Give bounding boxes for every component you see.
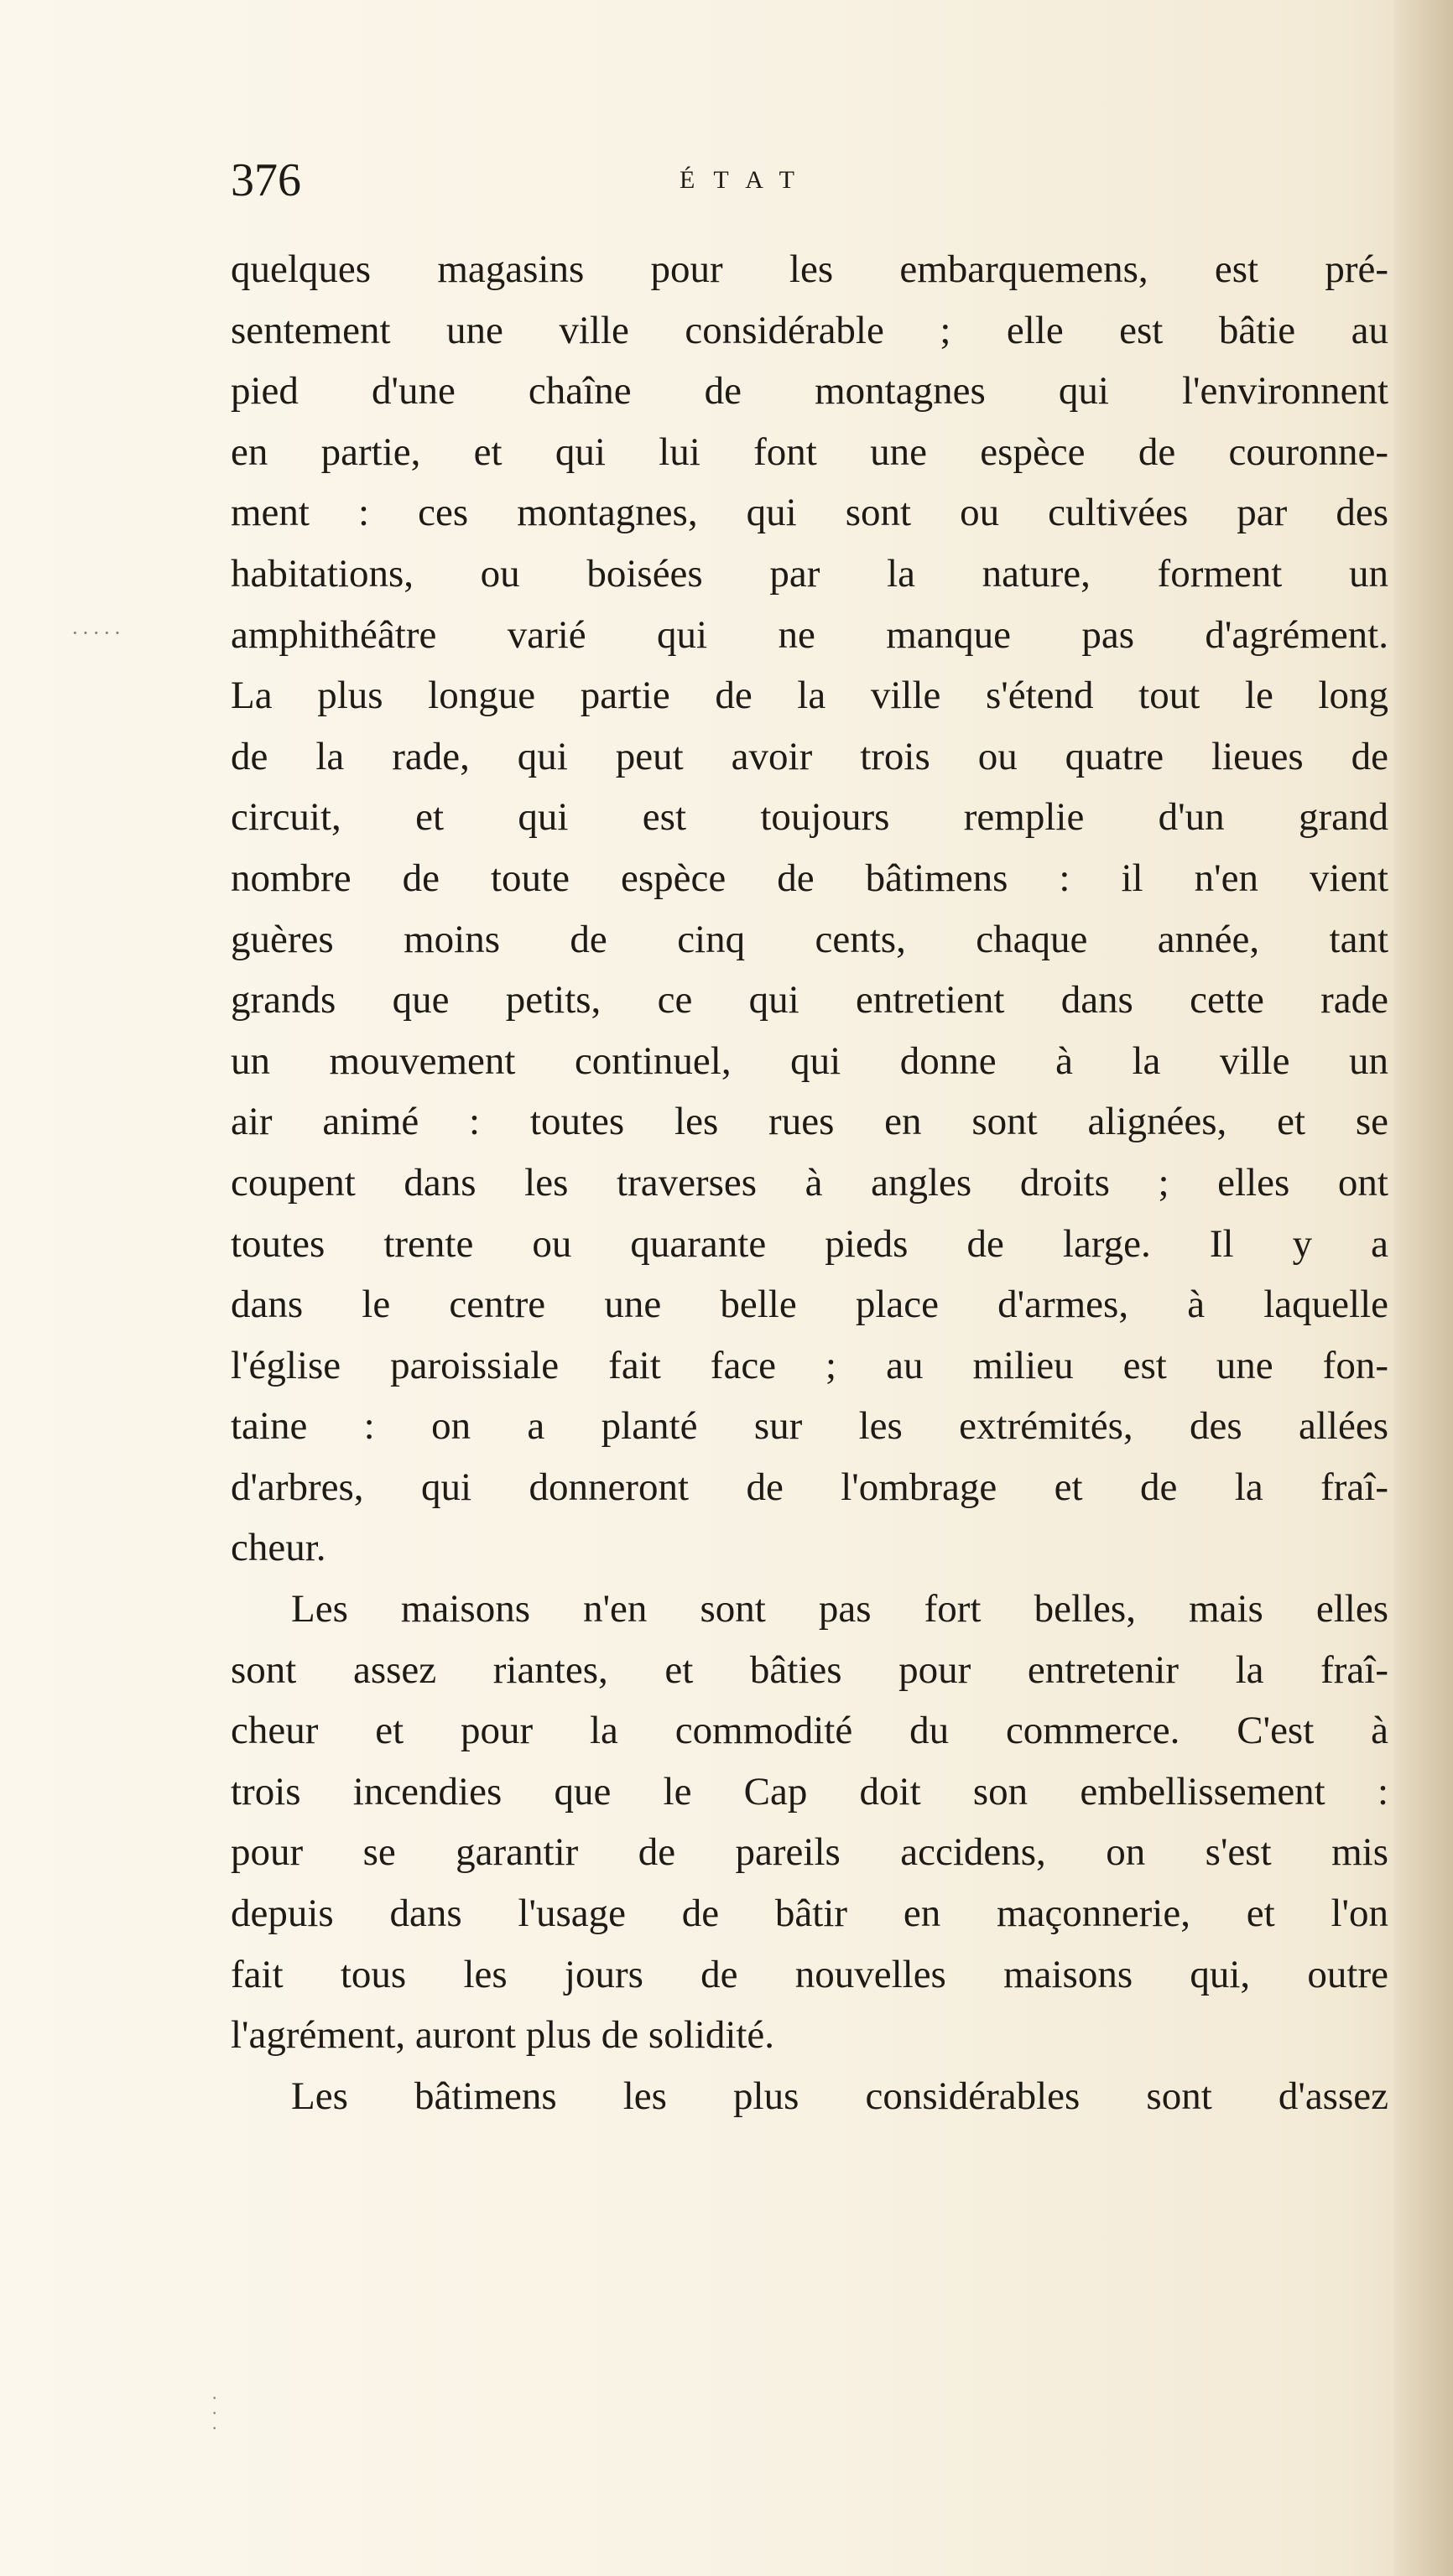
paragraph-start-line: Les bâtimens les plus considérables sont d'assez	[291, 2074, 1388, 2118]
text-line: trois incendies que le Cap doit son embellissement :	[231, 1769, 1388, 1814]
text-line: dans le centre une belle place d'armes, à laquelle	[231, 1283, 1388, 1327]
paragraph-start-line: Les maisons n'en sont pas fort belles, mais elles	[291, 1587, 1388, 1631]
text-line: coupent dans les traverses à angles droits ; elles ont	[231, 1160, 1388, 1205]
text-line: depuis dans l'usage de bâtir en maçonnerie, et l'on	[231, 1892, 1388, 1936]
text-line: cheur et pour la commodité du commerce. C'est à	[231, 1709, 1388, 1753]
margin-mark: · · ·	[211, 2387, 218, 2438]
text-line: l'église paroissiale fait face ; au milieu est une fon-	[231, 1343, 1388, 1387]
paragraph-end-line: l'agrément, auront plus de solidité.	[231, 2013, 775, 2058]
margin-mark: ·····	[71, 621, 125, 645]
running-head	[231, 155, 1388, 206]
text-line: nombre de toute espèce de bâtimens : il n'en vient	[231, 856, 1388, 900]
text-line: pour se garantir de pareils accidens, on s'est mis	[231, 1830, 1388, 1875]
text-line: de la rade, qui peut avoir trois ou quatre lieues de	[231, 734, 1388, 778]
text-line: amphithéâtre varié qui ne manque pas d'agrément.	[231, 612, 1388, 657]
page-gutter-shadow	[1394, 0, 1453, 2576]
text-line: pied d'une chaîne de montagnes qui l'environnent	[231, 369, 1388, 414]
running-title: ÉTAT	[680, 166, 813, 194]
text-line: d'arbres, qui donneront de l'ombrage et de la fraî-	[231, 1465, 1388, 1509]
text-line: circuit, et qui est toujours remplie d'un grand	[231, 795, 1388, 840]
text-line: quelques magasins pour les embarquemens, est pré-	[231, 247, 1388, 291]
text-line: La plus longue partie de la ville s'étend tout le long	[231, 674, 1388, 718]
text-line: taine : on a planté sur les extrémités, des allées	[231, 1404, 1388, 1449]
text-line: toutes trente ou quarante pieds de large. Il y a	[231, 1221, 1388, 1266]
text-line: ment : ces montagnes, qui sont ou cultivées par des	[231, 491, 1388, 535]
text-line: sont assez riantes, et bâties pour entretenir la fraî-	[231, 1647, 1388, 1692]
page-number: 376	[231, 154, 301, 206]
body-text	[231, 239, 1388, 2126]
text-line: habitations, ou boisées par la nature, forment un	[231, 551, 1388, 596]
text-line: en partie, et qui lui font une espèce de couronne-	[231, 429, 1388, 474]
paragraph-end-line: cheur.	[231, 1526, 326, 1570]
text-line: air animé : toutes les rues en sont alignées, et se	[231, 1100, 1388, 1144]
text-line: un mouvement continuel, qui donne à la ville un	[231, 1038, 1388, 1083]
text-line: grands que petits, ce qui entretient dans cette rade	[231, 978, 1388, 1023]
text-line: sentement une ville considérable ; elle est bâtie au	[231, 308, 1388, 352]
text-line: fait tous les jours de nouvelles maisons qui, outre	[231, 1952, 1388, 1996]
text-line: guères moins de cinq cents, chaque année, tant	[231, 917, 1388, 961]
